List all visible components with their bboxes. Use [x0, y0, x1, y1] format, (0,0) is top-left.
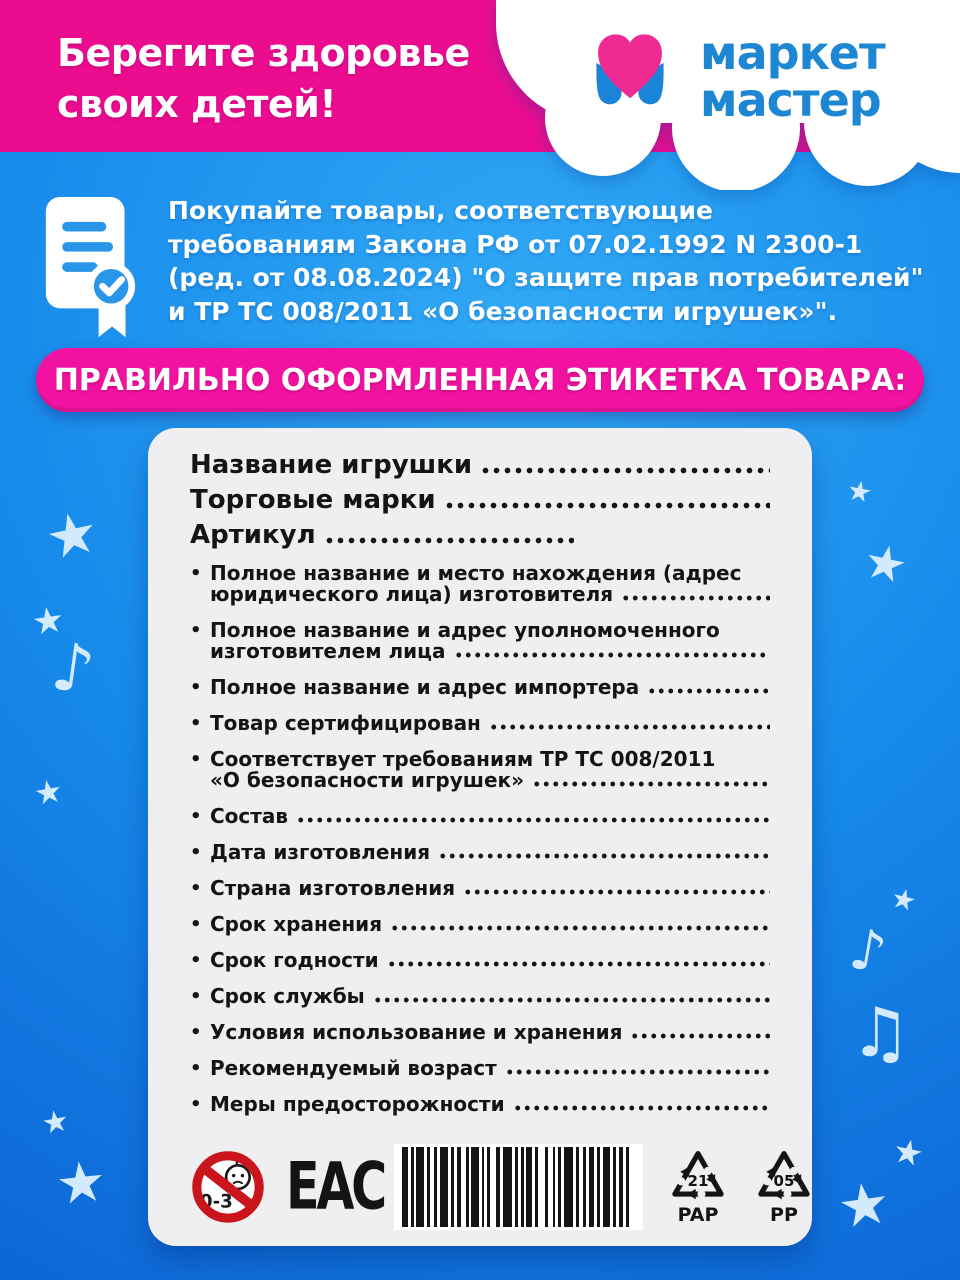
bullet-text-line: Срок годности	[210, 948, 379, 972]
barcode-bar	[535, 1147, 538, 1227]
barcode-bar	[558, 1147, 561, 1227]
barcode-bar	[457, 1147, 461, 1227]
barcode-bar	[619, 1147, 623, 1227]
label-field-row	[190, 448, 770, 483]
barcode-bar	[427, 1147, 430, 1227]
barcode-bar	[564, 1147, 573, 1227]
star-icon: ★	[833, 1167, 895, 1243]
barcode-bar	[603, 1147, 610, 1227]
logo-text	[700, 26, 885, 127]
bullet-text-line: Соответствует требованиям ТР ТС 008/2011	[210, 747, 716, 771]
barcode-bar	[416, 1147, 423, 1227]
dotted-fill-line	[489, 722, 770, 732]
bullet-marker: •	[190, 677, 202, 698]
barcode-bar	[471, 1147, 478, 1227]
recycling-triangle-icon	[669, 1149, 727, 1201]
bullet-content	[210, 1022, 770, 1043]
market-master-logo	[588, 24, 885, 127]
field-label: Артикул	[190, 520, 316, 550]
bullet-last-line	[210, 950, 770, 971]
star-icon: ★	[39, 496, 105, 574]
bullet-last-line	[210, 1058, 770, 1079]
bullet-marker: •	[190, 842, 202, 863]
label-bullet-list	[190, 563, 770, 1115]
bullet-item	[190, 563, 770, 605]
bullet-content	[210, 749, 770, 791]
barcode-bar	[451, 1147, 454, 1227]
bullet-marker: •	[190, 563, 202, 584]
market-master-m-heart-icon	[588, 24, 672, 112]
bullet-content	[210, 677, 770, 698]
dotted-fill-line	[373, 995, 770, 1005]
dotted-fill-line	[438, 851, 770, 861]
star-icon: ★	[39, 1102, 72, 1143]
dotted-fill-line	[505, 1067, 770, 1077]
bullet-item	[190, 986, 770, 1007]
bullet-item	[190, 914, 770, 935]
label-marks-row	[190, 1144, 798, 1230]
bullet-content	[210, 620, 770, 662]
intro-text	[168, 194, 948, 328]
barcode-bar	[440, 1147, 449, 1227]
bullet-last-line	[210, 914, 770, 935]
bullet-marker: •	[190, 950, 202, 971]
dotted-fill-line	[390, 923, 770, 933]
dotted-fill-line	[444, 499, 770, 512]
no-children-0-3-icon	[190, 1149, 266, 1225]
bullet-item	[190, 677, 770, 698]
barcode-bar	[487, 1147, 490, 1227]
bullet-item	[190, 950, 770, 971]
recycling-mark	[753, 1149, 812, 1225]
bullet-content	[210, 914, 770, 935]
barcode-bar	[466, 1147, 469, 1227]
recycling-mark	[667, 1149, 729, 1225]
dotted-fill-line	[454, 650, 771, 660]
certificate-document-check-icon	[42, 192, 138, 344]
barcode-bar	[434, 1147, 437, 1227]
bullet-marker: •	[190, 914, 202, 935]
barcode-bar	[597, 1147, 600, 1227]
hero-title	[57, 28, 470, 130]
svg-text:05: 05	[773, 1171, 795, 1190]
star-icon: ★	[844, 473, 875, 510]
barcode-bar	[503, 1147, 512, 1227]
bullet-text-line: Полное название и адрес уполномоченного	[210, 618, 720, 642]
bullet-text-line: Срок хранения	[210, 912, 383, 936]
star-icon: ★	[858, 532, 913, 596]
double-music-note-icon: ♫	[850, 994, 911, 1073]
bullet-text-line: Срок службы	[210, 984, 365, 1008]
bullet-content	[210, 713, 770, 734]
barcode-bar	[613, 1147, 616, 1227]
bullet-text-line: Дата изготовления	[210, 840, 431, 864]
bullet-content	[210, 563, 770, 605]
intro-text-line: (ред. от 08.08.2024) "О защите прав потребителей"	[168, 263, 924, 292]
star-icon: ★	[30, 770, 66, 814]
dotted-fill-line	[513, 1103, 770, 1113]
barcode-bar	[626, 1147, 629, 1227]
bullet-text-line: Товар сертифицирован	[210, 711, 481, 735]
section-banner-label: ПРАВИЛЬНО ОФОРМЛЕННАЯ ЭТИКЕТКА ТОВАРА:	[53, 362, 907, 398]
bullet-marker: •	[190, 620, 202, 641]
barcode-bar	[576, 1147, 579, 1227]
recycling-material-label: PAP	[677, 1204, 719, 1226]
bullet-marker: •	[190, 806, 202, 827]
field-label: Название игрушки	[190, 450, 473, 480]
star-icon: ★	[887, 880, 920, 919]
logo-text-line: мастер	[700, 73, 881, 127]
bullet-item	[190, 806, 770, 827]
recycling-marks	[667, 1149, 812, 1225]
star-icon: ★	[29, 598, 67, 645]
intro-text-line: требованиям Закона РФ от 07.02.1992 N 2300-1	[168, 229, 863, 259]
bullet-item	[190, 620, 770, 662]
bullet-marker: •	[190, 1022, 202, 1043]
dotted-fill-line	[647, 686, 770, 696]
bullet-text-line: изготовителем лица	[210, 639, 446, 663]
header-title-line: своих детей!	[57, 82, 337, 126]
star-icon: ★	[889, 1130, 928, 1176]
section-banner	[36, 348, 924, 412]
bullet-text-line: Страна изготовления	[210, 876, 456, 900]
dotted-fill-line	[463, 887, 770, 897]
recycling-triangle-icon	[755, 1149, 812, 1201]
header-title-line: Берегите здоровье	[57, 31, 470, 75]
dotted-fill-line	[532, 779, 770, 789]
bullet-text-line: юридического лица) изготовителя	[210, 582, 614, 606]
intro-text-line: и ТР ТС 008/2011 «О безопасности игрушек»".	[168, 296, 838, 326]
bullet-marker: •	[190, 749, 202, 770]
barcode-bar	[515, 1147, 518, 1227]
label-field-list	[190, 448, 770, 553]
barcode-bar	[589, 1147, 595, 1227]
svg-text:21: 21	[687, 1171, 709, 1190]
barcode-bar	[402, 1147, 408, 1227]
label-field-row	[190, 518, 770, 553]
dotted-fill-line	[480, 464, 770, 477]
barcode-bar	[553, 1147, 556, 1227]
bullet-marker: •	[190, 986, 202, 1007]
age-warning-label: 0-3	[199, 1191, 233, 1213]
dotted-fill-line	[630, 1031, 770, 1041]
barcode-bar	[526, 1147, 532, 1227]
dotted-fill-line	[387, 959, 770, 969]
bullet-last-line	[210, 1022, 770, 1043]
bullet-text-line: «О безопасности игрушек»	[210, 768, 525, 792]
bullet-marker: •	[190, 1058, 202, 1079]
bullet-marker: •	[190, 1094, 202, 1115]
barcode-bar	[545, 1147, 548, 1227]
bullet-item	[190, 1094, 770, 1115]
bullet-last-line	[210, 842, 770, 863]
field-label: Торговые марки	[190, 485, 436, 515]
bullet-text-line: Условия использование и хранения	[210, 1020, 623, 1044]
bullet-text-line: Меры предосторожности	[210, 1092, 505, 1116]
dotted-fill-line	[621, 593, 770, 603]
barcode-icon	[394, 1144, 643, 1230]
bullet-item	[190, 713, 770, 734]
bullet-text-line: Полное название и место нахождения (адрес	[210, 561, 742, 585]
eac-conformity-mark-icon: ЕАС	[286, 1149, 384, 1225]
bullet-item	[190, 749, 770, 791]
bullet-last-line	[210, 806, 770, 827]
dotted-fill-line	[296, 815, 770, 825]
bullet-item	[190, 878, 770, 899]
bullet-item	[190, 1022, 770, 1043]
bullet-last-line	[210, 713, 770, 734]
music-note-icon: ♪	[46, 627, 100, 710]
star-icon: ★	[52, 1148, 110, 1219]
intro-text-line: Покупайте товары, соответствующие	[168, 196, 713, 225]
bullet-last-line	[210, 584, 770, 605]
bullet-last-line	[210, 770, 770, 791]
bullet-text-line: Состав	[210, 804, 289, 828]
bullet-content	[210, 842, 770, 863]
bullet-last-line	[210, 878, 770, 899]
bullet-item	[190, 842, 770, 863]
bullet-content	[210, 806, 770, 827]
bullet-content	[210, 986, 770, 1007]
bullet-content	[210, 950, 770, 971]
bullet-content	[210, 1094, 770, 1115]
barcode-bar	[521, 1147, 524, 1227]
bullet-last-line	[210, 641, 770, 662]
label-field-row	[190, 483, 770, 518]
recycling-material-label: PP	[770, 1204, 798, 1226]
barcode-bar	[482, 1147, 485, 1227]
barcode-bar	[583, 1147, 586, 1227]
logo-text-line: маркет	[700, 26, 885, 80]
bullet-last-line	[210, 677, 770, 698]
label-card	[148, 428, 812, 1246]
bullet-content	[210, 1058, 770, 1079]
dotted-fill-line	[324, 534, 574, 547]
bullet-text-line: Рекомендуемый возраст	[210, 1056, 497, 1080]
bullet-last-line	[210, 986, 770, 1007]
bullet-text-line: Полное название и адрес импортера	[210, 675, 640, 699]
barcode-bar	[496, 1147, 500, 1227]
bullet-item	[190, 1058, 770, 1079]
music-note-icon: ♪	[844, 916, 892, 987]
bullet-last-line	[210, 1094, 770, 1115]
bullet-marker: •	[190, 878, 202, 899]
barcode-bar	[411, 1147, 414, 1227]
bullet-content	[210, 878, 770, 899]
bullet-marker: •	[190, 713, 202, 734]
